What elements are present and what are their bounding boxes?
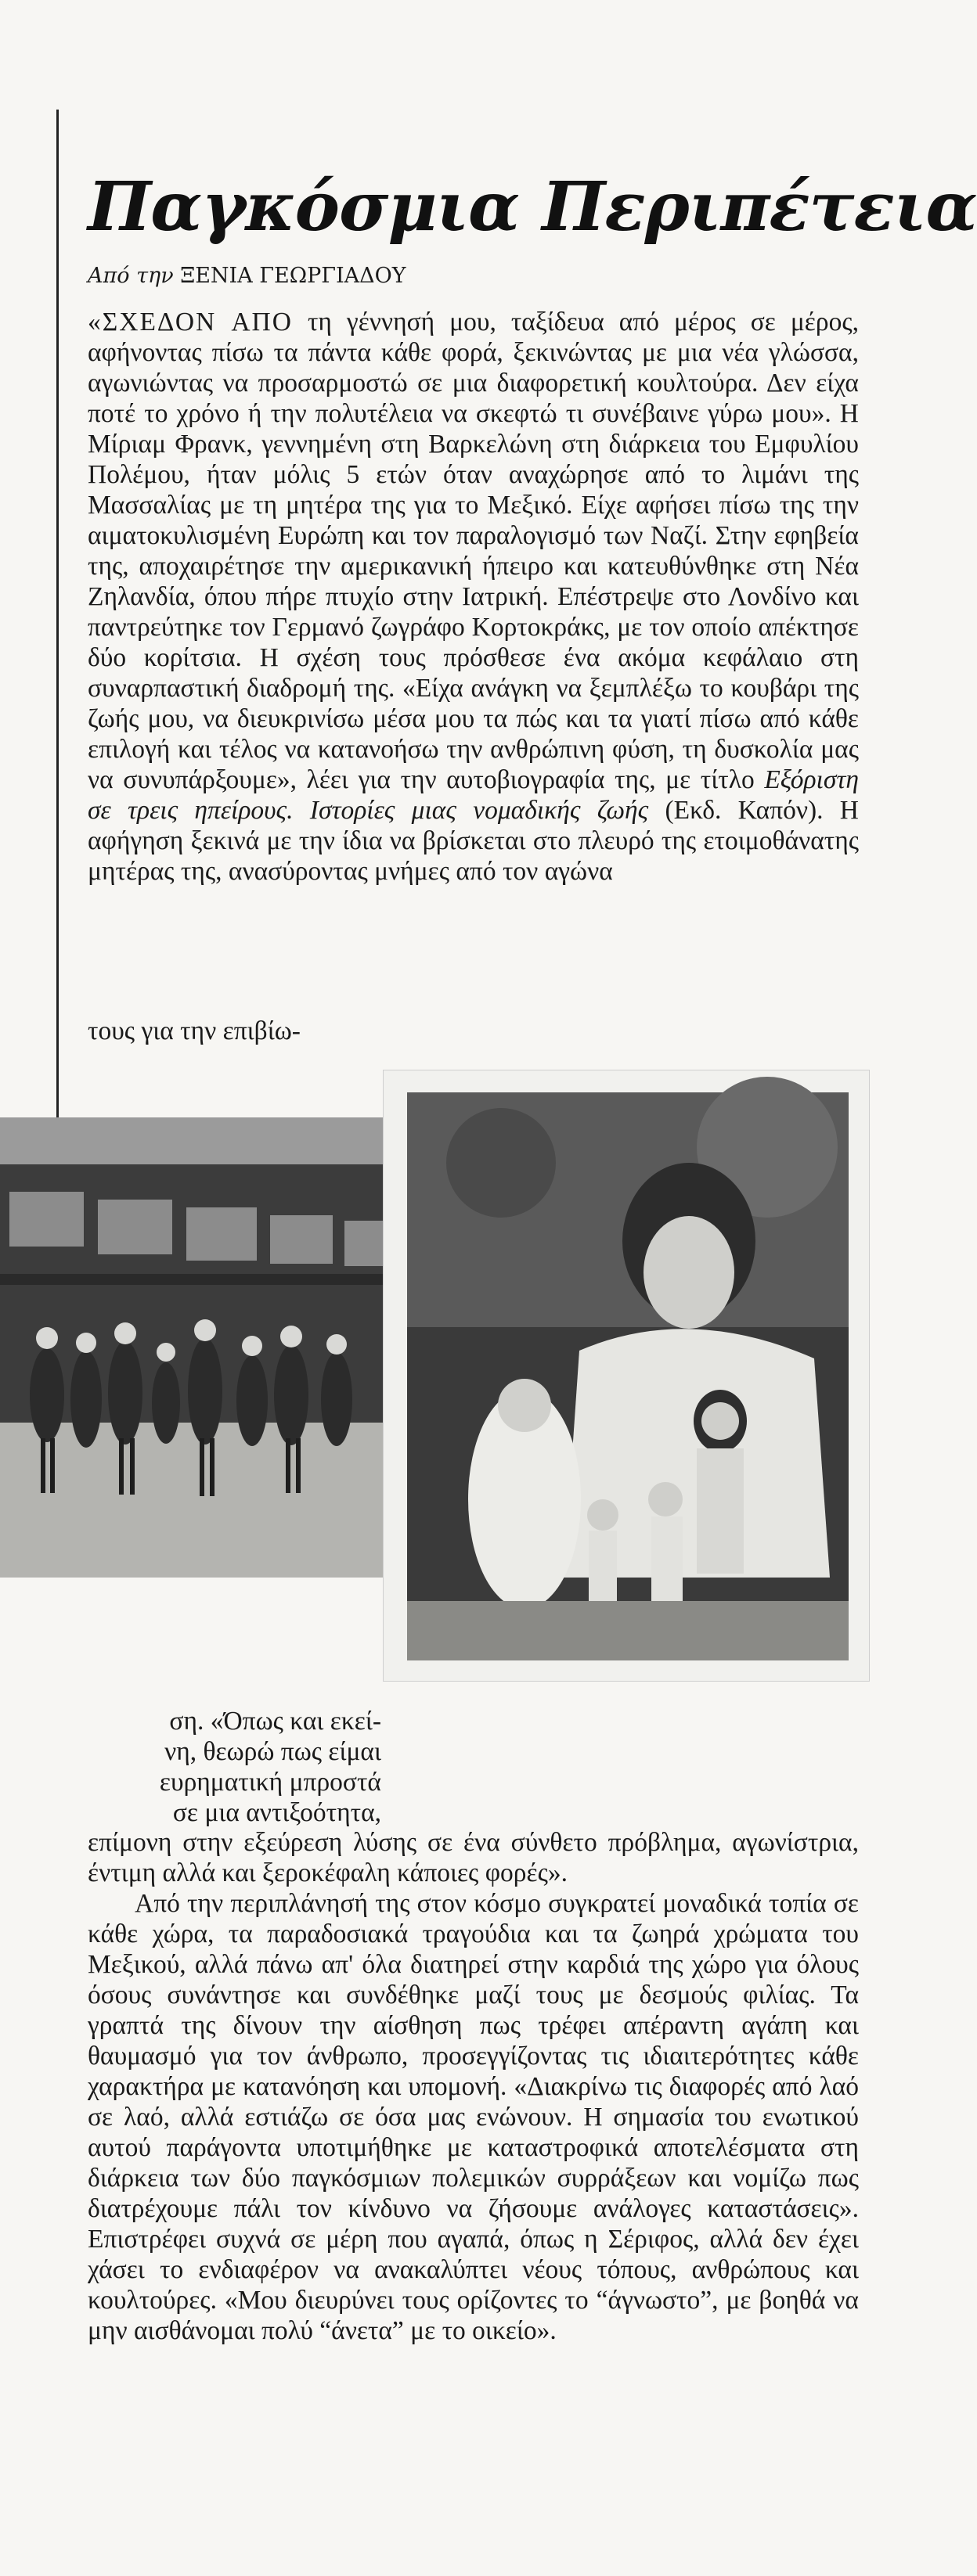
paragraph-2-line-2: νη, θεωρώ πως είμαι — [164, 1737, 381, 1766]
vertical-rule — [56, 110, 59, 1158]
lead-in: «ΣΧΕΔΟΝ ΑΠΟ — [88, 308, 293, 336]
paragraph-2-line-3: ευρηματική μπροστά — [159, 1768, 381, 1797]
book-title: Εξόριστη σε τρεις ηπείρους. Ιστορίες μιας νομαδικής ζωής — [88, 765, 859, 825]
article-title: Παγκόσμια Περιπέτεια — [88, 167, 977, 246]
train-group-illustration — [0, 1117, 399, 1578]
train-group-photo — [0, 1117, 399, 1578]
photo-print — [407, 1092, 849, 1660]
byline-author: ΞΕΝΙΑ ΓΕΩΡΓΙΑΔΟΥ — [180, 264, 406, 288]
byline-prefix: Από την — [88, 264, 181, 288]
paragraph-1-after-book: (Εκδ. Καπόν). Η αφήγηση ξεκινά με την ίδια να βρίσκεται στο πλευρό της ετοιμοθάνατης μητέρας της, ανασύροντας μνήμες από τον αγώνα — [88, 796, 859, 886]
paragraph-4: Από την περιπλάνησή της στον κόσμο συγκρατεί μοναδικά τοπία σε κάθε χώρα, τα παραδοσιακά τραγούδια και τα ζωηρά χρώματα του Μεξικού, αλλά πάνω απ' όλα διατηρεί στην καρδιά της χώρο για όλους όσους συνάντησε και συνδέθηκε μαζί τους με δεσμούς φιλίας. Τα γραπτά της δίνουν την αίσθηση πως τρέφει απέραντη αγάπη και θαυμασμό για τον άνθρωπο, προσεγγίζοντας τις ιδιαιτερότητες κάθε χαρακτήρα με κατανόηση και υπομονή. «Διακρίνω τις διαφορές από λαό σε λαό, αλλά εστιάζω σε όσα μας ενώνουν. Η σημασία του ενωτικού αυτού παράγοντα υποτιμήθηκε με καταστροφικά αποτελέσματα στη διάρκεια των δύο παγκόσμιων πολεμικών συρράξεων και νομίζω πως διατρέχουμε πάλι τον κίνδυνο να ζήσουμε ανάλογες καταστάσεις». Επιστρέφει συχνά σε μέρη που αγαπά, όπως η Σέριφος, αλλά δεν έχει χάσει το ενδιαφέρον να ανακαλύπτει νέους τόπους, ανθρώπους και κουλτούρες. «Μου διευρύνει τους ορίζοντες το “άγνωστο”, με βοηθά να μην αισθάνομαι πολύ “άνετα” με το οικείο». — [88, 1889, 859, 2345]
girl-with-dolls-illustration — [407, 1092, 849, 1660]
paragraph-2-line-1: ση. «Όπως και εκεί- — [169, 1707, 381, 1736]
paragraph-1-body: τη γέννησή μου, ταξίδευα από μέρος σε μέρος, αφήνοντας πίσω τα πάντα κάθε φορά, ξεκινώντας με μια νέα γλώσσα, αγωνιώντας να προσαρμοστώ σε μια διαφορετική κουλτούρα. Δεν είχα ποτέ το χρόνο ή την πολυτέλεια να σκεφτώ τι συνέβαινε γύρω μου». Η Μίριαμ Φρανκ, γεννημένη στη Βαρκελώνη στη διάρκεια του Εμφυλίου Πολέμου, ήταν μόλις 5 ετών όταν αναχώρησε από το λιμάνι της Μασσαλίας με τη μητέρα της για το Μεξικό. Είχε αφήσει πίσω της την αιματοκυλισμένη Ευρώπη και τον παραλογισμό των Ναζί. Στην εφηβεία της, αποχαιρέτησε την αμερικανική ήπειρο και κατευθύνθηκε στη Νέα Ζηλανδία, όπου πήρε πτυχίο στην Ιατρική. Επέστρεψε στο Λονδίνο και παντρεύτηκε τον Γερμανό ζωγράφο Κορτοκράκς, με τον οποίο απέκτησε δύο κορίτσια. Η σχέση τους πρόσθεσε ένα ακόμα κεφάλαιο στη συναρπαστική διαδρομή της. «Είχα ανάγκη να ξεμπλέξω το κουβάρι της ζωής μου, να διευκρινίσω μέσα μου τα πώς και τα γιατί πίσω από κάθε επιλογή και τέλος να κατανοήσω την ανθρώπινη φύση, τη δυσκολία μας να συνυπάρξουμε», λέει για την αυτοβιογραφία της, με τίτλο — [88, 308, 859, 794]
paragraph-2 — [88, 1706, 381, 1828]
paragraph-1-tail: τους για την επιβίω- — [88, 1016, 301, 1045]
paragraph-3: επίμονη στην εξεύρεση λύσης σε ένα σύνθετο πρόβλημα, αγωνίστρια, έντιμη αλλά και ξεροκέφαλη κάποιες φορές». — [88, 1828, 859, 1887]
byline — [88, 262, 792, 290]
girl-with-dolls-photo — [384, 1070, 869, 1681]
paragraph-1 — [88, 307, 859, 887]
paragraph-2-line-4: σε μια αντιξοότητα, — [172, 1798, 381, 1827]
